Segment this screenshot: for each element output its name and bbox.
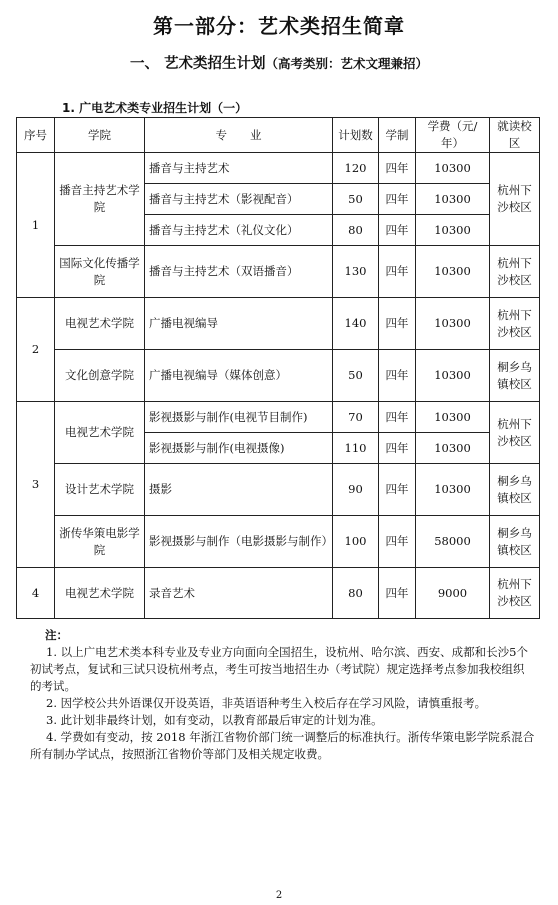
college-cell: 国际文化传播学院 xyxy=(55,246,145,298)
table-row xyxy=(17,153,540,184)
quota-cell: 50 xyxy=(333,184,379,215)
note-item: 2. 因学校公共外语课仅开设英语，非英语语种考生入校后存在学习风险，请慎重报考。 xyxy=(46,696,487,710)
college-cell: 电视艺术学院 xyxy=(55,568,145,619)
major-cell: 播音与主持艺术（影视配音） xyxy=(145,184,333,215)
duration-cell: 四年 xyxy=(379,350,416,402)
quota-cell: 130 xyxy=(333,246,379,298)
duration-cell: 四年 xyxy=(379,433,416,464)
table-header-row xyxy=(17,118,540,153)
major-cell: 播音与主持艺术 xyxy=(145,153,333,184)
major-cell: 录音艺术 xyxy=(145,568,333,619)
header-seq: 序号 xyxy=(17,118,55,153)
page-title: 第一部分：艺术类招生简章 xyxy=(153,14,405,38)
duration-cell: 四年 xyxy=(379,516,416,568)
header-college: 学院 xyxy=(55,118,145,153)
table-row xyxy=(17,298,540,350)
quota-cell: 80 xyxy=(333,215,379,246)
college-cell: 文化创意学院 xyxy=(55,350,145,402)
duration-cell: 四年 xyxy=(379,153,416,184)
college-cell: 电视艺术学院 xyxy=(55,298,145,350)
campus-cell: 桐乡乌镇校区 xyxy=(490,464,540,516)
section-heading-sub: （高考类别：艺术文理兼招） xyxy=(265,56,429,71)
seq-cell: 3 xyxy=(17,402,55,568)
table-row xyxy=(17,350,540,402)
tuition-cell: 10300 xyxy=(416,184,490,215)
quota-cell: 90 xyxy=(333,464,379,516)
header-campus: 就读校区 xyxy=(490,118,540,153)
college-cell: 播音主持艺术学院 xyxy=(55,153,145,246)
admission-plan-table xyxy=(16,117,540,619)
seq-cell: 1 xyxy=(17,153,55,298)
major-cell: 广播电视编导（媒体创意） xyxy=(145,350,333,402)
college-cell: 浙传华策电影学院 xyxy=(55,516,145,568)
college-cell: 电视艺术学院 xyxy=(55,402,145,464)
campus-cell: 桐乡乌镇校区 xyxy=(490,350,540,402)
quota-cell: 110 xyxy=(333,433,379,464)
tuition-cell: 10300 xyxy=(416,298,490,350)
tuition-cell: 10300 xyxy=(416,402,490,433)
tuition-cell: 10300 xyxy=(416,464,490,516)
note-item: 4. 学费如有变动，按 2018 年浙江省物价部门统一调整后的标准执行。浙传华策电影学院系混合所有制办学试点，按照浙江省物价等部门及相关规定收费。 xyxy=(30,730,535,761)
table-row xyxy=(17,402,540,433)
major-cell: 广播电视编导 xyxy=(145,298,333,350)
quota-cell: 140 xyxy=(333,298,379,350)
quota-cell: 80 xyxy=(333,568,379,619)
campus-cell: 杭州下沙校区 xyxy=(490,298,540,350)
table-row xyxy=(17,464,540,516)
major-cell: 摄影 xyxy=(145,464,333,516)
tuition-cell: 58000 xyxy=(416,516,490,568)
header-major: 专 业 xyxy=(145,118,333,153)
header-duration: 学制 xyxy=(379,118,416,153)
duration-cell: 四年 xyxy=(379,246,416,298)
section-heading xyxy=(0,52,558,73)
major-cell: 播音与主持艺术（双语播音） xyxy=(145,246,333,298)
table-row xyxy=(17,516,540,568)
table-row xyxy=(17,568,540,619)
major-cell: 影视摄影与制作(电视摄像) xyxy=(145,433,333,464)
seq-cell: 4 xyxy=(17,568,55,619)
duration-cell: 四年 xyxy=(379,184,416,215)
campus-cell: 杭州下沙校区 xyxy=(490,402,540,464)
page-number: 2 xyxy=(275,890,283,901)
table-row xyxy=(17,246,540,298)
duration-cell: 四年 xyxy=(379,568,416,619)
seq-cell: 2 xyxy=(17,298,55,402)
college-cell: 设计艺术学院 xyxy=(55,464,145,516)
quota-cell: 70 xyxy=(333,402,379,433)
header-tuition: 学费（元/年） xyxy=(416,118,490,153)
campus-cell: 桐乡乌镇校区 xyxy=(490,516,540,568)
quota-cell: 50 xyxy=(333,350,379,402)
notes-section xyxy=(30,627,535,763)
major-cell: 影视摄影与制作（电影摄影与制作） xyxy=(145,516,333,568)
tuition-cell: 10300 xyxy=(416,215,490,246)
header-quota: 计划数 xyxy=(333,118,379,153)
duration-cell: 四年 xyxy=(379,402,416,433)
quota-cell: 120 xyxy=(333,153,379,184)
quota-cell: 100 xyxy=(333,516,379,568)
note-item: 3. 此计划非最终计划，如有变动，以教育部最后审定的计划为准。 xyxy=(46,713,383,727)
note-item: 1. 以上广电艺术类本科专业及专业方向面向全国招生，设杭州、哈尔滨、西安、成都和长沙5个初试考点，复试和三试只设杭州考点，考生可按当地招生办（考试院）规定选择考点参加我校组织的考试。 xyxy=(30,645,528,693)
notes-title: 注： xyxy=(45,628,68,642)
campus-cell: 杭州下沙校区 xyxy=(490,568,540,619)
duration-cell: 四年 xyxy=(379,464,416,516)
major-cell: 播音与主持艺术（礼仪文化） xyxy=(145,215,333,246)
tuition-cell: 9000 xyxy=(416,568,490,619)
table-caption: 1. 广电艺术类专业招生计划（一） xyxy=(62,101,248,115)
tuition-cell: 10300 xyxy=(416,350,490,402)
tuition-cell: 10300 xyxy=(416,433,490,464)
major-cell: 影视摄影与制作(电视节目制作) xyxy=(145,402,333,433)
campus-cell: 杭州下沙校区 xyxy=(490,246,540,298)
tuition-cell: 10300 xyxy=(416,153,490,184)
duration-cell: 四年 xyxy=(379,215,416,246)
section-heading-main: 一、 艺术类招生计划 xyxy=(129,56,266,72)
campus-cell: 杭州下沙校区 xyxy=(490,153,540,246)
tuition-cell: 10300 xyxy=(416,246,490,298)
duration-cell: 四年 xyxy=(379,298,416,350)
